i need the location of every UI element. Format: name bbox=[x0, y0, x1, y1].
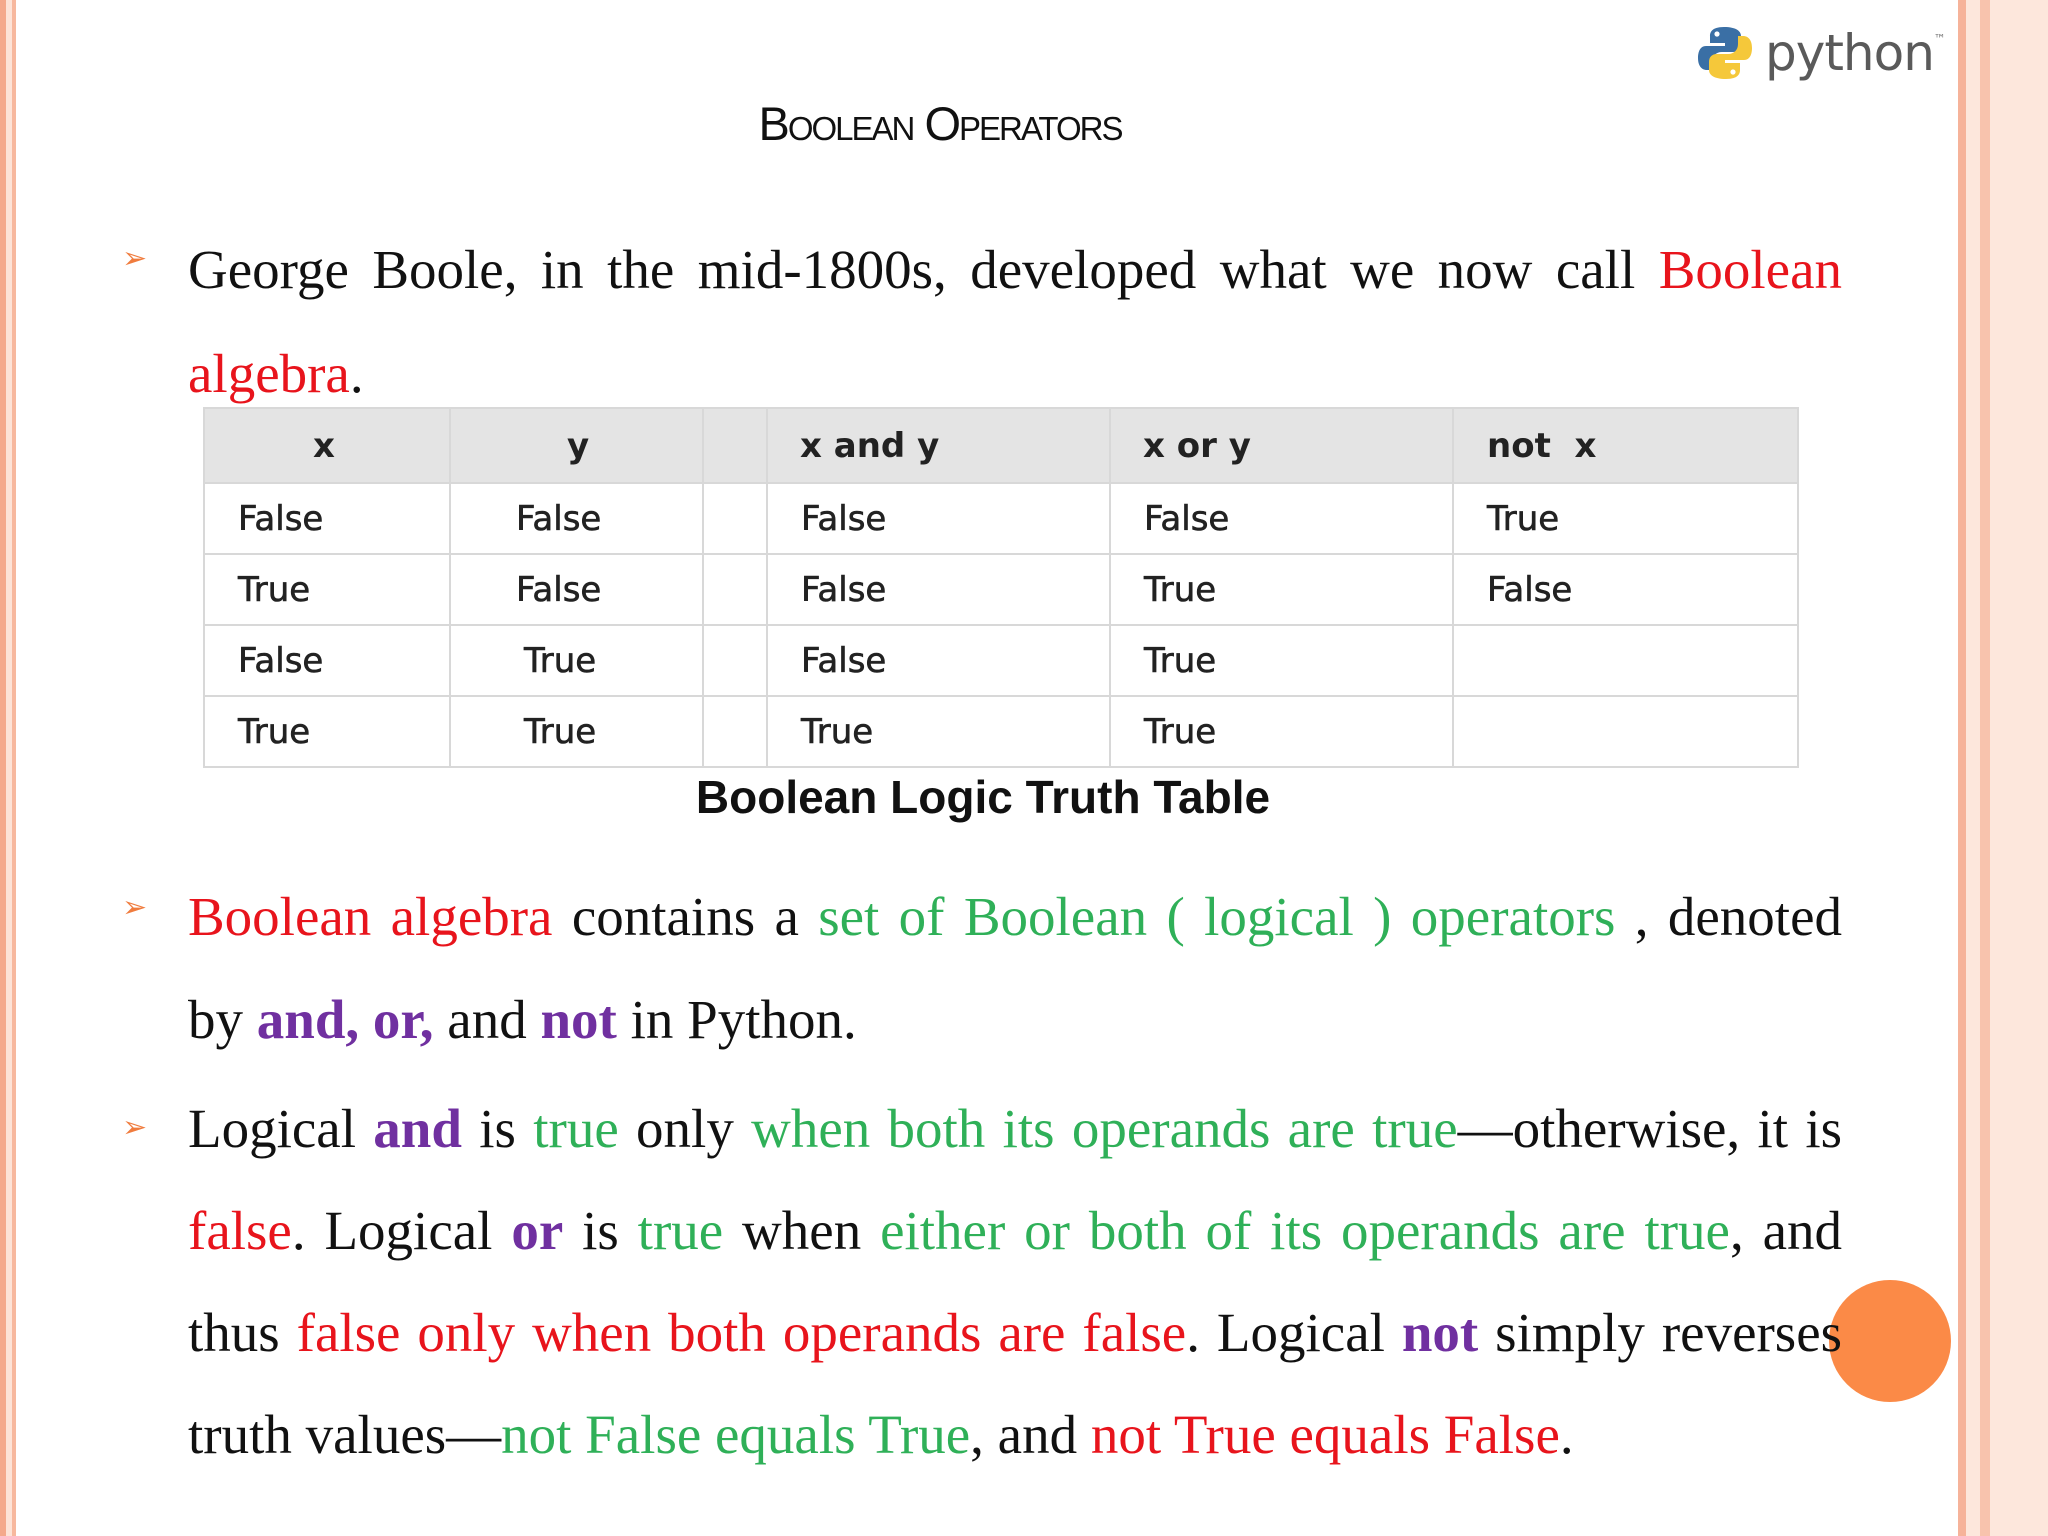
text-run: , denoted by bbox=[188, 886, 1843, 1050]
text-run: . bbox=[1559, 1404, 1574, 1465]
bullet-1-text bbox=[188, 218, 1842, 426]
header-x: x bbox=[204, 408, 450, 483]
cell-or: True bbox=[1110, 696, 1453, 767]
cell-and: False bbox=[767, 554, 1110, 625]
table-header-row bbox=[204, 408, 1798, 483]
highlight-green: either or both of its operands are true bbox=[880, 1200, 1730, 1261]
text-run: contains a bbox=[552, 886, 819, 947]
header-x-and-y: x and y bbox=[767, 408, 1110, 483]
cell-not bbox=[1453, 696, 1798, 767]
python-logo bbox=[1695, 20, 1946, 86]
table-row bbox=[204, 625, 1798, 696]
cell-or: True bbox=[1110, 554, 1453, 625]
cell-y: True bbox=[450, 625, 703, 696]
table-row bbox=[204, 696, 1798, 767]
keyword-and-or: and, or, bbox=[256, 989, 434, 1050]
bullet-2-text bbox=[188, 865, 1842, 1071]
cell-or: False bbox=[1110, 483, 1453, 554]
cell-not: True bbox=[1453, 483, 1798, 554]
keyword-not: not bbox=[540, 989, 617, 1050]
text-run: and bbox=[433, 989, 541, 1050]
right-border-rule bbox=[1958, 0, 1966, 1536]
right-border-panel bbox=[1966, 0, 2048, 1536]
keyword-or: or bbox=[511, 1200, 564, 1261]
text-run: George Boole, in the mid-1800s, developed what we now call bbox=[188, 239, 1659, 300]
cell-x: False bbox=[204, 625, 450, 696]
bullet-arrow-icon: ➢ bbox=[122, 890, 148, 925]
cell-not: False bbox=[1453, 554, 1798, 625]
highlight-red: false bbox=[188, 1200, 292, 1261]
text-run: only bbox=[618, 1098, 752, 1159]
cell-y: False bbox=[450, 483, 703, 554]
text-run: . Logical bbox=[1186, 1302, 1402, 1363]
text-run: —otherwise, it is bbox=[1457, 1098, 1843, 1159]
cell-spacer bbox=[703, 696, 767, 767]
highlight-green: when both its operands are true bbox=[751, 1098, 1458, 1159]
bullet-arrow-icon: ➢ bbox=[122, 241, 148, 276]
highlight-red: Boolean algebra bbox=[188, 886, 553, 947]
cell-not bbox=[1453, 625, 1798, 696]
bullet-arrow-icon: ➢ bbox=[122, 1110, 148, 1145]
highlight-green: set of Boolean ( logical ) operators bbox=[818, 886, 1616, 947]
highlight-green: not False equals True bbox=[501, 1404, 971, 1465]
text-run: is bbox=[563, 1200, 638, 1261]
table-caption: Boolean Logic Truth Table bbox=[695, 771, 1271, 823]
highlight-red: not True equals False bbox=[1090, 1404, 1560, 1465]
header-y: y bbox=[450, 408, 703, 483]
highlight-green: true bbox=[533, 1098, 619, 1159]
highlight-green: true bbox=[637, 1200, 724, 1261]
highlight-red: Boolean algebra bbox=[188, 239, 1842, 404]
table-row bbox=[204, 554, 1798, 625]
highlight-red: false only when both operands are false bbox=[296, 1302, 1187, 1363]
bullet-3-text bbox=[188, 1078, 1842, 1486]
cell-or: True bbox=[1110, 625, 1453, 696]
cell-x: False bbox=[204, 483, 450, 554]
table-row bbox=[204, 483, 1798, 554]
cell-spacer bbox=[703, 483, 767, 554]
text-run: . Logical bbox=[291, 1200, 512, 1261]
truth-table bbox=[203, 407, 1799, 768]
cell-y: False bbox=[450, 554, 703, 625]
cell-spacer bbox=[703, 625, 767, 696]
cell-and: True bbox=[767, 696, 1110, 767]
trademark-mark: ™ bbox=[1933, 32, 1946, 46]
text-run: is bbox=[461, 1098, 534, 1159]
text-run: . bbox=[349, 343, 364, 404]
keyword-and: and bbox=[373, 1098, 462, 1159]
right-border-stripe bbox=[1980, 0, 1990, 1536]
text-run: Logical bbox=[188, 1098, 374, 1159]
header-x-or-y: x or y bbox=[1110, 408, 1453, 483]
header-not-x: not x bbox=[1453, 408, 1798, 483]
left-border-decoration bbox=[0, 0, 22, 1536]
header-spacer bbox=[703, 408, 767, 483]
cell-and: False bbox=[767, 625, 1110, 696]
orange-circle-decoration bbox=[1829, 1280, 1951, 1402]
cell-and: False bbox=[767, 483, 1110, 554]
cell-y: True bbox=[450, 696, 703, 767]
python-snake-icon bbox=[1695, 23, 1755, 83]
cell-x: True bbox=[204, 554, 450, 625]
python-logo-text: python bbox=[1765, 24, 1934, 82]
slide-title: Boolean Operators bbox=[758, 97, 1122, 150]
keyword-not: not bbox=[1401, 1302, 1479, 1363]
text-run: , and bbox=[970, 1404, 1091, 1465]
cell-x: True bbox=[204, 696, 450, 767]
text-run: simply reverses truth values— bbox=[188, 1302, 1843, 1465]
cell-spacer bbox=[703, 554, 767, 625]
text-run: , and thus bbox=[188, 1200, 1843, 1363]
text-run: in Python. bbox=[616, 989, 857, 1050]
text-run: when bbox=[723, 1200, 881, 1261]
